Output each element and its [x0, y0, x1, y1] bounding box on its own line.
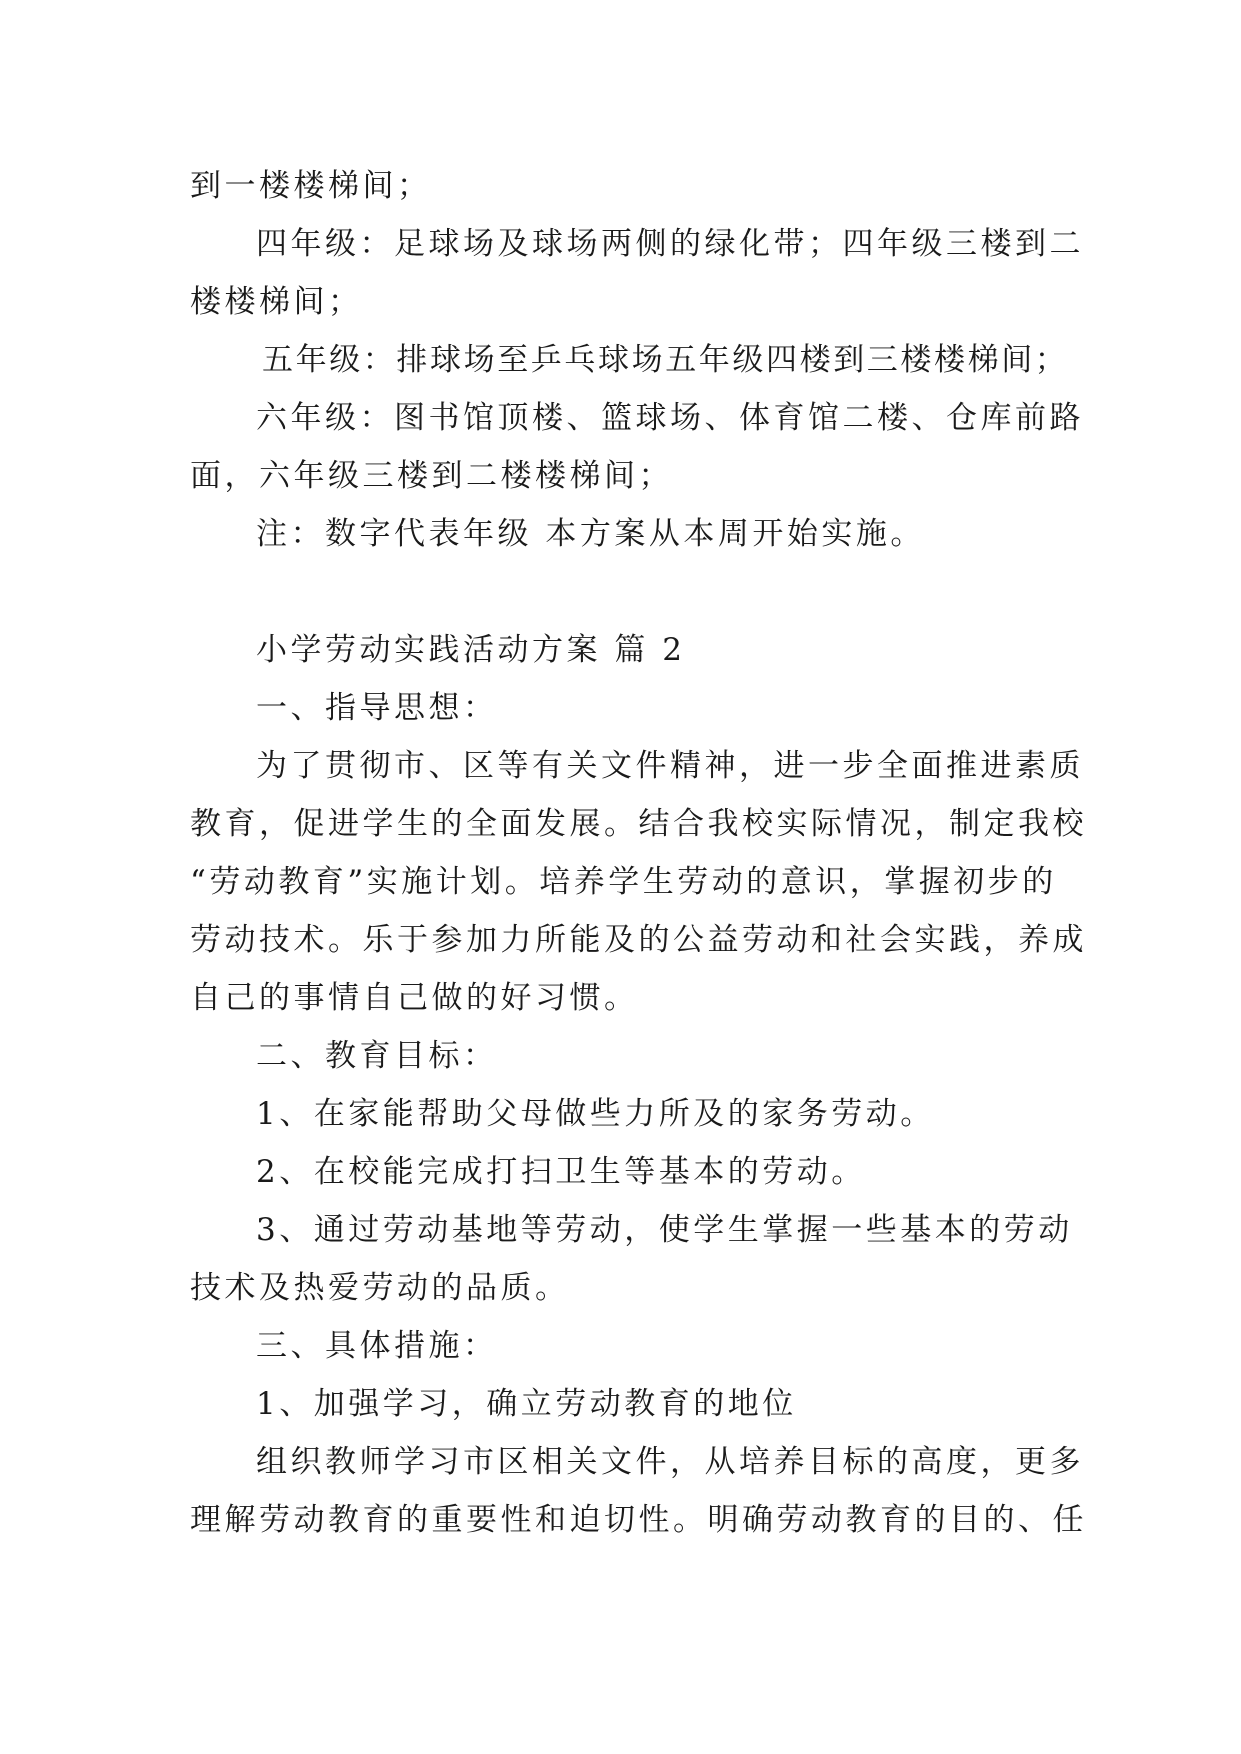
- text-line: 四年级：足球场及球场两侧的绿化带；四年级三楼到二: [256, 226, 1084, 262]
- text-line: 注：数字代表年级 本方案从本周开始实施。: [256, 516, 925, 552]
- section-heading: 三、具体措施：: [256, 1328, 498, 1364]
- section-title: 小学劳动实践活动方案 篇 2: [256, 632, 686, 668]
- text-line: 技术及热爱劳动的品质。: [190, 1270, 570, 1306]
- text-line: 六年级：图书馆顶楼、篮球场、体育馆二楼、仓库前路: [256, 400, 1084, 436]
- list-item: 1、加强学习，确立劳动教育的地位: [256, 1386, 797, 1422]
- text-line: 面，六年级三楼到二楼楼梯间；: [190, 458, 673, 494]
- text-line: 到一楼楼梯间；: [190, 168, 432, 204]
- text-line: 自己的事情自己做的好习惯。: [190, 980, 639, 1016]
- section-heading: 一、指导思想：: [256, 690, 498, 726]
- section-heading: 二、教育目标：: [256, 1038, 498, 1074]
- text-line: 理解劳动教育的重要性和迫切性。明确劳动教育的目的、任: [190, 1502, 1087, 1538]
- list-item: 1、在家能帮助父母做些力所及的家务劳动。: [256, 1096, 935, 1132]
- text-line: 为了贯彻市、区等有关文件精神，进一步全面推进素质: [256, 748, 1084, 784]
- list-item: 3、通过劳动基地等劳动，使学生掌握一些基本的劳动: [256, 1212, 1073, 1248]
- text-line: 组织教师学习市区相关文件，从培养目标的高度，更多: [256, 1444, 1084, 1480]
- text-line: 楼楼梯间；: [190, 284, 363, 320]
- list-item: 2、在校能完成打扫卫生等基本的劳动。: [256, 1154, 866, 1190]
- text-line: 教育，促进学生的全面发展。结合我校实际情况，制定我校: [190, 806, 1087, 842]
- text-line: 五年级：排球场至乒乓球场五年级四楼到三楼楼梯间；: [262, 342, 1069, 378]
- text-line: 劳动技术。乐于参加力所能及的公益劳动和社会实践，养成: [190, 922, 1087, 958]
- text-line: “劳动教育”实施计划。培养学生劳动的意识，掌握初步的: [190, 864, 1057, 900]
